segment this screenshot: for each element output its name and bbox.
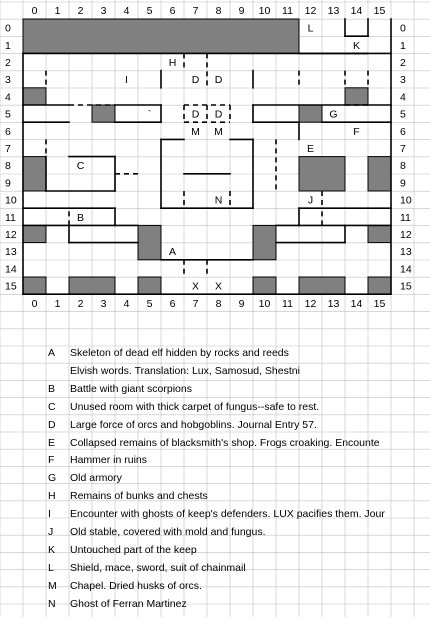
map-label: N [214,194,223,207]
filled-cell [92,105,115,122]
map-label: H [168,57,177,69]
column-header-bottom: 9 [238,298,245,311]
map-label: C [76,160,85,173]
row-header-right: 5 [400,108,406,121]
row-header-left: 4 [5,91,11,104]
map-label: B [76,211,85,224]
column-header-top: 10 [258,5,271,17]
legend-key: L [48,561,54,574]
column-header-top: 14 [350,5,363,17]
legend-text: Untouched part of the keep [70,543,197,556]
legend-text: Battle with giant scorpions [70,382,192,395]
filled-cell [23,157,46,191]
column-header-bottom: 15 [373,298,386,311]
row-header-left: 12 [5,229,17,241]
row-header-right: 1 [400,39,406,52]
row-header-left: 1 [5,39,11,52]
legend-key: F [48,454,55,467]
legend-text: Ghost of Ferran Martinez [70,597,187,610]
column-header-top: 4 [123,5,130,17]
legend-key: H [48,490,56,503]
filled-cell [253,225,276,259]
filled-cell [368,277,391,294]
map-label: M [191,125,200,138]
row-header-left: 9 [5,177,11,190]
legend-key: K [48,543,56,556]
legend-key: C [48,400,56,413]
row-header-right: 11 [400,211,411,224]
column-header-bottom: 6 [169,298,176,311]
row-header-right: 6 [400,125,406,138]
row-header-right: 13 [400,246,412,259]
row-header-right: 10 [400,194,412,207]
row-header-left: 15 [5,280,17,293]
legend-text: Old armory [70,472,122,485]
legend-text: Shield, mace, sword, suit of chainmail [70,561,246,574]
filled-cell [69,277,115,294]
row-header-left: 0 [5,22,11,35]
row-header-left: 7 [5,143,11,155]
map-label: X [214,280,223,293]
legend-text: Hammer in ruins [70,454,148,467]
map-label: D [214,108,223,121]
column-header-bottom: 8 [215,298,222,311]
row-header-right: 4 [400,91,406,104]
column-header-top: 1 [54,5,61,17]
row-header-right: 8 [400,160,406,173]
row-header-left: 10 [5,194,17,207]
legend-key: N [48,597,56,610]
legend-text: Remains of bunks and chests [70,490,208,503]
row-header-left: 5 [5,108,11,121]
filled-cell [368,157,391,191]
map-label: A [168,246,177,259]
row-header-left: 11 [5,211,16,224]
row-header-left: 8 [5,160,11,173]
legend-text: Old stable, covered with mold and fungus. [70,526,266,538]
column-header-top: 13 [327,5,340,17]
row-header-left: 13 [5,246,17,259]
filled-cell [23,19,299,53]
filled-cell [138,225,161,259]
column-header-top: 12 [304,5,317,17]
column-header-bottom: 2 [77,298,84,311]
column-header-top: 5 [146,5,153,17]
legend-text: Skeleton of dead elf hidden by rocks and reeds [70,347,289,359]
column-header-top: 7 [192,5,199,17]
row-header-left: 14 [5,263,17,276]
legend-key: J [48,526,54,538]
legend-text: Large force of orcs and hobgoblins. Journal Entry 57. [70,418,317,431]
legend-text: Encounter with ghosts of keep's defenders. LUX pacifies them. Jour [70,508,385,521]
filled-cell [299,277,345,294]
column-header-bottom: 5 [146,298,153,311]
map-label: E [306,143,315,155]
column-header-top: 15 [373,5,386,17]
map-label: F [353,125,360,138]
legend-key: A [48,347,56,359]
column-header-bottom: 7 [192,298,199,311]
row-header-left: 3 [5,74,11,87]
row-header-left: 6 [5,125,11,138]
legend-text: Unused room with thick carpet of fungus--safe to rest. [70,400,320,413]
map-label: M [214,125,223,138]
map-label: D [214,74,223,87]
row-header-right: 14 [400,263,412,276]
map-label: D [191,108,200,121]
row-header-right: 0 [400,22,406,35]
map-label: L [307,22,314,35]
legend-key: E [48,436,56,449]
legend-text: Chapel. Dried husks of orcs. [70,579,202,592]
column-header-top: 2 [77,5,84,17]
row-header-right: 3 [400,74,406,87]
row-header-left: 2 [5,57,11,69]
column-header-top: 0 [31,5,38,17]
column-header-top: 8 [215,5,222,17]
column-header-bottom: 13 [327,298,340,311]
filled-cell [23,88,46,105]
filled-cell [253,277,276,294]
column-header-bottom: 12 [304,298,317,311]
filled-cell [23,277,46,294]
row-header-right: 7 [400,143,406,155]
legend-text: Collapsed remains of blacksmith's shop. Frogs croaking. Encounte [70,436,380,449]
legend-text: Elvish words. Translation: Lux, Samosud, Shestni [70,364,300,377]
filled-cell [368,225,391,242]
column-header-bottom: 3 [100,298,107,311]
legend-key: M [48,579,57,592]
filled-cell [299,105,322,122]
legend-key: G [48,472,57,485]
row-header-right: 2 [400,57,406,69]
column-header-bottom: 14 [350,298,363,311]
map-label: I [125,74,128,87]
column-header-bottom: 0 [31,298,38,311]
map-label: G [329,108,338,121]
legend-key: D [48,418,56,431]
map-label: X [191,280,200,293]
row-header-right: 12 [400,229,412,241]
map-label: J [307,194,314,207]
column-header-top: 11 [282,5,293,17]
column-header-bottom: 1 [54,298,61,311]
row-header-right: 15 [400,280,412,293]
filled-cell [345,88,368,105]
filled-cell [299,157,345,191]
legend-key: B [48,382,56,395]
row-header-right: 9 [400,177,406,190]
filled-cell [138,277,161,294]
column-header-bottom: 4 [123,298,130,311]
map-label: D [191,74,200,87]
legend-key: I [48,508,51,521]
column-header-top: 9 [238,5,245,17]
column-header-top: 3 [100,5,107,17]
column-header-bottom: 10 [258,298,271,311]
map-label: ` [147,108,152,121]
map-label: K [352,39,361,52]
column-header-top: 6 [169,5,176,17]
column-header-bottom: 11 [282,298,293,311]
filled-cell [23,225,46,242]
